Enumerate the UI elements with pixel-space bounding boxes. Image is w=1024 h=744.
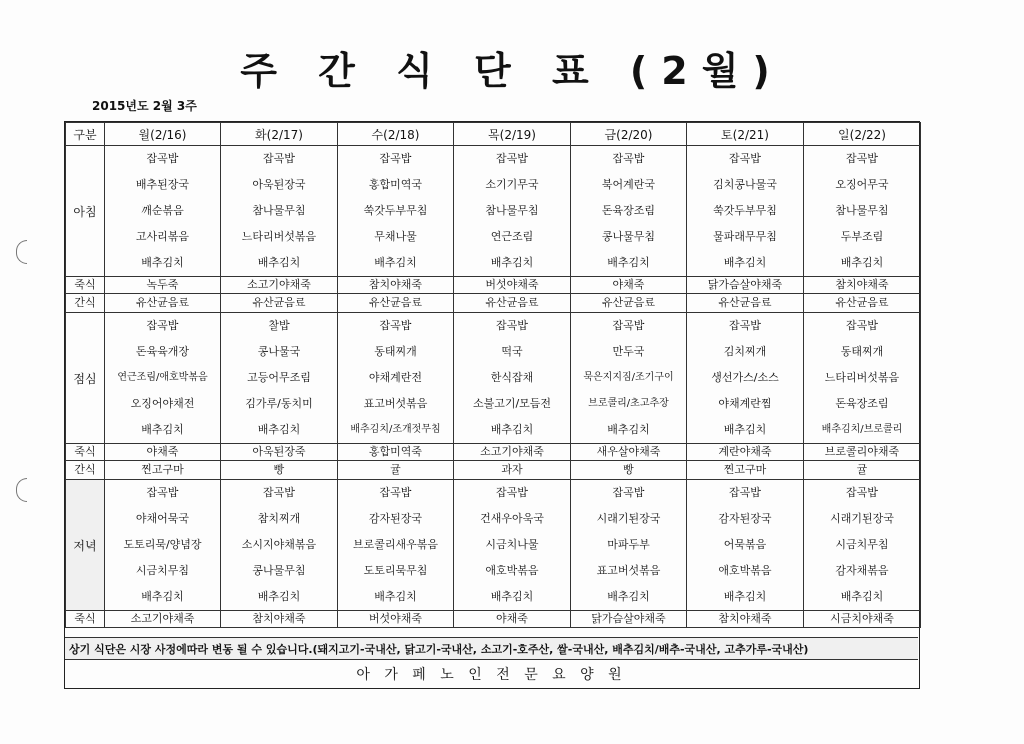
menu-item: 생선가스/소스 bbox=[711, 371, 779, 384]
menu-item: 잡곡밥 bbox=[146, 152, 179, 165]
menu-item: 새우살야채죽 bbox=[571, 444, 687, 461]
day-header: 일(2/22) bbox=[804, 123, 921, 146]
menu-item: 물파래무무침 bbox=[713, 230, 777, 243]
menu-item: 홍합미역죽 bbox=[338, 444, 454, 461]
menu-item: 잡곡밥 bbox=[146, 319, 179, 332]
menu-item: 잡곡밥 bbox=[379, 152, 412, 165]
menu-item: 귤 bbox=[338, 461, 454, 480]
menu-item: 소고기야채죽 bbox=[105, 611, 221, 628]
menu-item: 버섯야채죽 bbox=[338, 611, 454, 628]
menu-item: 김치콩나물국 bbox=[713, 178, 777, 191]
menu-item: 야채죽 bbox=[105, 444, 221, 461]
menu-item: 돈육육개장 bbox=[135, 345, 190, 358]
snack-row bbox=[66, 294, 921, 313]
menu-item: 배추김치 bbox=[490, 256, 534, 269]
meal-label: 간식 bbox=[66, 294, 105, 313]
menu-cell bbox=[454, 146, 571, 277]
day-header: 목(2/19) bbox=[454, 123, 571, 146]
menu-cell bbox=[338, 146, 454, 277]
menu-item: 잡곡밥 bbox=[496, 152, 528, 165]
menu-item: 유산균음료 bbox=[804, 294, 921, 313]
menu-item: 시금치무침 bbox=[835, 538, 889, 551]
menu-cell bbox=[687, 480, 804, 611]
menu-item: 배추된장국 bbox=[135, 178, 190, 191]
menu-item: 아욱된장국 bbox=[252, 178, 306, 191]
menu-item: 잡곡밥 bbox=[729, 319, 761, 332]
menu-item: 느타리버섯볶음 bbox=[241, 230, 317, 243]
menu-item: 유산균음료 bbox=[338, 294, 454, 313]
meal-label: 죽식 bbox=[66, 444, 105, 461]
menu-item: 고등어무조림 bbox=[247, 371, 311, 384]
menu-item: 배추김치 bbox=[257, 256, 301, 269]
menu-cell bbox=[105, 313, 221, 444]
menu-item: 잡곡밥 bbox=[729, 486, 761, 499]
menu-item: 브로콜리야채죽 bbox=[804, 444, 921, 461]
menu-item: 돈육장조림 bbox=[601, 204, 656, 217]
menu-item: 유산균음료 bbox=[454, 294, 571, 313]
page-title: 주 간 식 단 표 (2월) bbox=[240, 49, 784, 93]
menu-item: 소고기야채죽 bbox=[454, 444, 571, 461]
day-header: 수(2/18) bbox=[338, 123, 454, 146]
menu-item: 묵은지지짐/조기구이 bbox=[583, 372, 674, 383]
porridge-row bbox=[66, 611, 921, 628]
menu-item: 소불고기/모듬전 bbox=[472, 397, 552, 410]
menu-item: 감자된장국 bbox=[368, 512, 423, 525]
menu-item: 잡곡밥 bbox=[612, 152, 645, 165]
menu-item: 쑥갓두부무침 bbox=[713, 204, 777, 217]
menu-item: 유산균음료 bbox=[221, 294, 338, 313]
menu-item: 배추김치 bbox=[141, 590, 184, 603]
menu-cell bbox=[687, 313, 804, 444]
menu-item: 브로콜리새우볶음 bbox=[352, 538, 438, 551]
menu-item: 배추김치 bbox=[840, 590, 884, 603]
menu-cell bbox=[571, 313, 687, 444]
menu-item: 깨순볶음 bbox=[141, 204, 184, 217]
menu-cell bbox=[221, 480, 338, 611]
menu-item: 잡곡밥 bbox=[496, 486, 528, 499]
menu-item: 배추김치 bbox=[490, 423, 534, 436]
menu-item: 유산균음료 bbox=[571, 294, 687, 313]
menu-item: 애호박볶음 bbox=[485, 564, 539, 577]
menu-item: 야채어묵국 bbox=[135, 512, 190, 525]
menu-item: 잡곡밥 bbox=[496, 319, 528, 332]
menu-item: 과자 bbox=[454, 461, 571, 480]
menu-item: 참치야채죽 bbox=[221, 611, 338, 628]
menu-item: 닭가슴살야채죽 bbox=[687, 277, 804, 294]
menu-item: 소고기야채죽 bbox=[221, 277, 338, 294]
menu-item: 만두국 bbox=[612, 345, 645, 358]
menu-item: 참치야채죽 bbox=[338, 277, 454, 294]
menu-item: 애호박볶음 bbox=[718, 564, 772, 577]
menu-item: 참치야채죽 bbox=[804, 277, 921, 294]
punch-hole-mark bbox=[16, 240, 27, 264]
menu-item: 닭가슴살야채죽 bbox=[571, 611, 687, 628]
meal-label: 죽식 bbox=[66, 611, 105, 628]
menu-item: 유산균음료 bbox=[687, 294, 804, 313]
menu-item: 연근조림 bbox=[490, 230, 534, 243]
menu-item: 배추김치 bbox=[723, 423, 767, 436]
menu-item: 김치찌개 bbox=[723, 345, 767, 358]
header-row bbox=[66, 123, 921, 146]
menu-item: 느타리버섯볶음 bbox=[824, 371, 900, 384]
menu-item: 감자된장국 bbox=[718, 512, 772, 525]
menu-cell bbox=[454, 480, 571, 611]
menu-item: 귤 bbox=[804, 461, 921, 480]
menu-item: 야채죽 bbox=[571, 277, 687, 294]
menu-item: 콩나물국 bbox=[257, 345, 301, 358]
menu-item: 잡곡밥 bbox=[612, 486, 645, 499]
menu-item: 잡곡밥 bbox=[846, 152, 878, 165]
menu-item: 참치찌개 bbox=[257, 512, 301, 525]
menu-item: 배추김치/브로콜리 bbox=[821, 424, 903, 435]
menu-cell bbox=[105, 146, 221, 277]
weekly-menu-table bbox=[65, 122, 921, 628]
menu-item: 잡곡밥 bbox=[846, 486, 878, 499]
menu-cell bbox=[338, 313, 454, 444]
menu-item: 배추김치 bbox=[723, 590, 767, 603]
menu-item: 북어계란국 bbox=[601, 178, 656, 191]
menu-item: 배추김치 bbox=[490, 590, 534, 603]
menu-item: 배추김치 bbox=[374, 256, 417, 269]
menu-item: 야채죽 bbox=[454, 611, 571, 628]
menu-item: 아욱된장죽 bbox=[221, 444, 338, 461]
menu-item: 잡곡밥 bbox=[379, 486, 412, 499]
menu-item: 빵 bbox=[571, 461, 687, 480]
menu-item: 표고버섯볶음 bbox=[363, 397, 428, 410]
menu-item: 배추김치 bbox=[374, 590, 417, 603]
menu-item: 연근조림/애호박볶음 bbox=[117, 372, 208, 383]
menu-item: 배추김치 bbox=[840, 256, 884, 269]
meal-label: 간식 bbox=[66, 461, 105, 480]
menu-item: 시금치야채죽 bbox=[804, 611, 921, 628]
menu-item: 김가루/동치미 bbox=[245, 397, 313, 410]
menu-item: 떡국 bbox=[501, 345, 523, 358]
menu-cell bbox=[454, 313, 571, 444]
meal-label: 아침 bbox=[66, 146, 105, 277]
breakfast-row bbox=[66, 146, 921, 277]
menu-item: 시래기된장국 bbox=[830, 512, 894, 525]
day-header: 화(2/17) bbox=[221, 123, 338, 146]
menu-item: 잡곡밥 bbox=[146, 486, 179, 499]
week-label: 2015년도 2월 3주 bbox=[92, 99, 197, 113]
menu-item: 찐고구마 bbox=[687, 461, 804, 480]
menu-item: 오징어야채전 bbox=[130, 397, 195, 410]
menu-item: 한식잡채 bbox=[490, 371, 534, 384]
menu-cell bbox=[804, 313, 921, 444]
menu-cell bbox=[221, 146, 338, 277]
menu-item: 무채나물 bbox=[374, 230, 417, 243]
facility-name: 아 가 페 노 인 전 문 요 양 원 bbox=[356, 667, 627, 683]
menu-item: 잡곡밥 bbox=[612, 319, 645, 332]
menu-item: 어묵볶음 bbox=[723, 538, 767, 551]
menu-item: 마파두부 bbox=[607, 538, 650, 551]
menu-item: 콩나물무침 bbox=[252, 564, 306, 577]
menu-item: 배추김치 bbox=[257, 423, 301, 436]
dinner-row bbox=[66, 480, 921, 611]
menu-item: 도토리묵무침 bbox=[363, 564, 428, 577]
menu-item: 찐고구마 bbox=[105, 461, 221, 480]
menu-item: 오징어무국 bbox=[835, 178, 889, 191]
menu-cell bbox=[105, 480, 221, 611]
punch-hole-mark bbox=[16, 478, 27, 502]
menu-item: 잡곡밥 bbox=[263, 486, 295, 499]
menu-item: 쑥갓두부무침 bbox=[363, 204, 428, 217]
menu-item: 빵 bbox=[221, 461, 338, 480]
menu-item: 표고버섯볶음 bbox=[596, 564, 661, 577]
meal-label: 점심 bbox=[66, 313, 105, 444]
menu-item: 찰밥 bbox=[268, 319, 290, 332]
menu-item: 배추김치 bbox=[257, 590, 301, 603]
day-header: 월(2/16) bbox=[105, 123, 221, 146]
menu-item: 동태찌개 bbox=[374, 345, 417, 358]
porridge-row bbox=[66, 277, 921, 294]
menu-item: 계란야채죽 bbox=[687, 444, 804, 461]
snack-row bbox=[66, 461, 921, 480]
meal-label: 죽식 bbox=[66, 277, 105, 294]
menu-item: 참치야채죽 bbox=[687, 611, 804, 628]
menu-cell bbox=[804, 480, 921, 611]
menu-item: 배추김치 bbox=[141, 423, 184, 436]
lunch-row bbox=[66, 313, 921, 444]
menu-item: 참나물무침 bbox=[485, 204, 539, 217]
menu-cell bbox=[687, 146, 804, 277]
menu-item: 고사리볶음 bbox=[135, 230, 190, 243]
day-header: 금(2/20) bbox=[571, 123, 687, 146]
menu-item: 버섯야채죽 bbox=[454, 277, 571, 294]
menu-item: 시래기된장국 bbox=[596, 512, 661, 525]
menu-item: 콩나물무침 bbox=[601, 230, 656, 243]
category-header: 구분 bbox=[66, 123, 105, 146]
menu-item: 도토리묵/양념장 bbox=[123, 538, 202, 551]
menu-item: 동태찌개 bbox=[840, 345, 884, 358]
menu-item: 잡곡밥 bbox=[379, 319, 412, 332]
menu-item: 두부조림 bbox=[840, 230, 884, 243]
menu-item: 감자채볶음 bbox=[835, 564, 889, 577]
menu-item: 배추김치 bbox=[723, 256, 767, 269]
menu-cell bbox=[571, 146, 687, 277]
menu-item: 참나물무침 bbox=[835, 204, 889, 217]
menu-item: 배추김치 bbox=[141, 256, 184, 269]
menu-item: 배추김치/조개젓무침 bbox=[350, 424, 441, 435]
menu-item: 시금치무침 bbox=[135, 564, 190, 577]
menu-item: 녹두죽 bbox=[105, 277, 221, 294]
menu-item: 소기기무국 bbox=[485, 178, 539, 191]
menu-item: 배추김치 bbox=[607, 423, 650, 436]
menu-cell bbox=[804, 146, 921, 277]
menu-item: 건새우아욱국 bbox=[480, 512, 544, 525]
menu-item: 잡곡밥 bbox=[729, 152, 761, 165]
menu-item: 유산균음료 bbox=[105, 294, 221, 313]
menu-item: 야채계란전 bbox=[368, 371, 423, 384]
porridge-row bbox=[66, 444, 921, 461]
day-header: 토(2/21) bbox=[687, 123, 804, 146]
menu-item: 브로콜리/초고추장 bbox=[588, 398, 669, 409]
menu-item: 소시지야채볶음 bbox=[241, 538, 317, 551]
origin-notice: 상기 식단은 시장 사정에따라 변동 될 수 있습니다.(돼지고기-국내산, 닭고기-국내산, 소고기-호주산, 쌀-국내산, 배추김치/배추-국내산, 고추가루-국내산) bbox=[65, 637, 918, 660]
menu-item: 야채계란찜 bbox=[718, 397, 772, 410]
menu-item: 잡곡밥 bbox=[263, 152, 295, 165]
meal-label: 저녁 bbox=[66, 480, 105, 611]
menu-cell bbox=[221, 313, 338, 444]
menu-item: 배추김치 bbox=[607, 590, 650, 603]
menu-frame bbox=[64, 121, 920, 689]
menu-cell bbox=[338, 480, 454, 611]
menu-item: 참나물무침 bbox=[252, 204, 306, 217]
menu-item: 돈육장조림 bbox=[835, 397, 889, 410]
menu-item: 배추김치 bbox=[607, 256, 650, 269]
menu-item: 시금치나물 bbox=[485, 538, 539, 551]
menu-item: 잡곡밥 bbox=[846, 319, 878, 332]
menu-item: 홍합미역국 bbox=[368, 178, 423, 191]
menu-cell bbox=[571, 480, 687, 611]
